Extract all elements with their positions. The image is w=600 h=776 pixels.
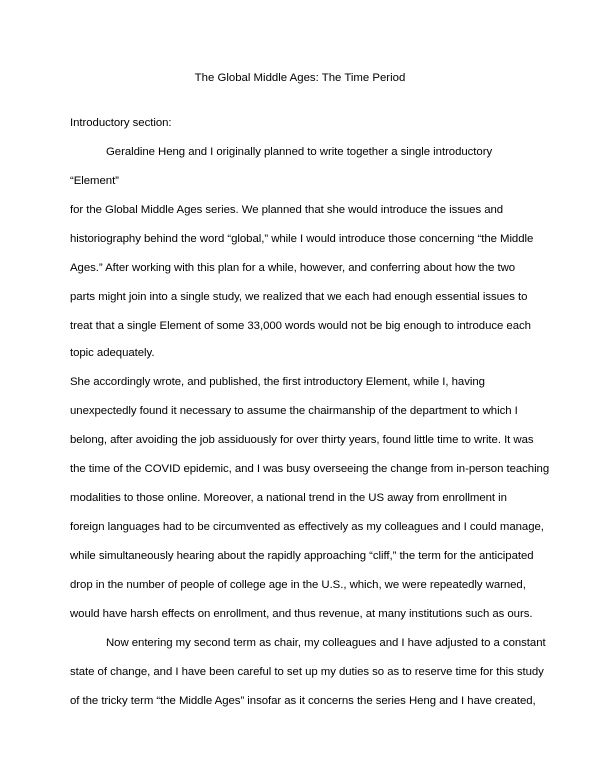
section-label: Introductory section: <box>70 117 172 129</box>
paragraph-line: belong, after avoiding the job assiduously for over thirty years, found little time to write. It was <box>70 434 534 446</box>
paragraph-line: treat that a single Element of some 33,000 words would not be big enough to introduce each <box>70 320 531 332</box>
paragraph-line: Geraldine Heng and I originally planned to write together a single introductory <box>106 146 493 158</box>
paragraph-line: Now entering my second term as chair, my colleagues and I have adjusted to a constant <box>106 637 546 649</box>
document-title: The Global Middle Ages: The Time Period <box>194 72 406 84</box>
paragraph-line: drop in the number of people of college age in the U.S., which, we were repeatedly warned, <box>70 579 526 591</box>
paragraph-line: would have harsh effects on enrollment, and thus revenue, at many institutions such as ours. <box>70 608 533 620</box>
paragraph-line: foreign languages had to be circumvented as effectively as my colleagues and I could manage, <box>70 521 544 533</box>
paragraph-line: of the tricky term “the Middle Ages” insofar as it concerns the series Heng and I have created, <box>70 695 536 707</box>
paragraph-line: state of change, and I have been careful to set up my duties so as to reserve time for this study <box>70 666 544 678</box>
paragraph-line: “Element” <box>70 175 119 187</box>
paragraph-line: historiography behind the word “global,” while I would introduce those concerning “the Middle <box>70 233 534 245</box>
paragraph-line: Ages.” After working with this plan for a while, however, and conferring about how the two <box>70 262 516 274</box>
paragraph-line: while simultaneously hearing about the rapidly approaching “cliff,” the term for the anticipated <box>70 550 534 562</box>
paragraph-line: parts might join into a single study, we realized that we each had enough essential issues to <box>70 291 528 303</box>
paragraph-line: She accordingly wrote, and published, the first introductory Element, while I, having <box>70 376 485 388</box>
paragraph-line: for the Global Middle Ages series. We planned that she would introduce the issues and <box>70 204 504 216</box>
paragraph-line: the time of the COVID epidemic, and I was busy overseeing the change from in-person teaching <box>70 463 550 475</box>
paragraph-line: topic adequately. <box>70 347 155 359</box>
paragraph-line: modalities to those online. Moreover, a national trend in the US away from enrollment in <box>70 492 507 504</box>
paragraph-line: unexpectedly found it necessary to assume the chairmanship of the department to which I <box>70 405 518 417</box>
